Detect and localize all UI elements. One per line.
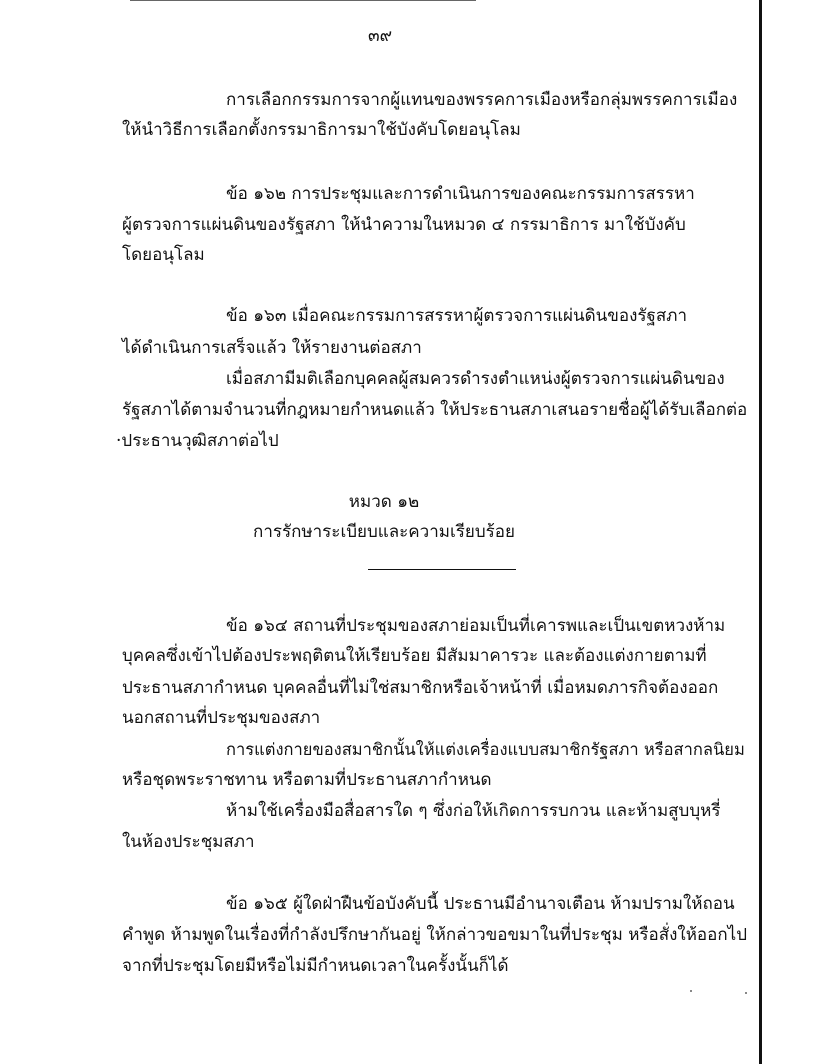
stray-mark: · — [116, 431, 122, 451]
page-number: ๓๙ — [367, 26, 393, 46]
section-163-line-5 — [116, 430, 279, 452]
chapter-divider — [368, 569, 516, 570]
section-163-line-4: รัฐสภาได้ตามจำนวนที่กฎหมายกำหนดแล้ว ให้ประธานสภาเสนอรายชื่อผู้ได้รับเลือกต่อ — [122, 400, 748, 420]
section-162-line-3: โดยอนุโลม — [122, 245, 205, 265]
section-165-line-2: คำพูด ห้ามพูดในเรื่องที่กำลังปรึกษากันอยู่ ให้กล่าวขอขมาในที่ประชุม หรือสั่งให้ออกไป — [122, 925, 747, 945]
scan-speck — [745, 992, 747, 994]
paragraph-1-line-1: การเลือกกรรมการจากผู้แทนของพรรคการเมืองหรือกลุ่มพรรคการเมือง — [226, 90, 738, 110]
section-165-line-3: จากที่ประชุมโดยมีหรือไม่มีกำหนดเวลาในครั้งนั้นก็ได้ — [122, 956, 509, 976]
section-164-line-1: ข้อ ๑๖๔ สถานที่ประชุมของสภาย่อมเป็นที่เคารพและเป็นเขตหวงห้าม — [226, 616, 726, 636]
section-164-line-6: หรือชุดพระราชทาน หรือตามที่ประธานสภากำหนด — [122, 770, 492, 790]
scan-speck — [690, 990, 692, 992]
section-164-line-4: นอกสถานที่ประชุมของสภา — [122, 708, 321, 728]
scan-top-rule — [130, 0, 476, 1]
section-163-line-5-text: ประธานวุฒิสภาต่อไป — [121, 431, 279, 451]
section-163-line-2: ได้ดำเนินการเสร็จแล้ว ให้รายงานต่อสภา — [122, 338, 422, 358]
section-164-line-5: การแต่งกายของสมาชิกนั้นให้แต่งเครื่องแบบสมาชิกรัฐสภา หรือสากลนิยม — [226, 740, 745, 759]
chapter-title: การรักษาระเบียบและความเรียบร้อย — [253, 522, 515, 542]
section-163-line-3: เมื่อสภามีมติเลือกบุคคลผู้สมควรดำรงตำแหน่งผู้ตรวจการแผ่นดินของ — [226, 369, 725, 389]
chapter-number: หมวด ๑๒ — [348, 492, 420, 512]
paragraph-1-line-2: ให้นำวิธีการเลือกตั้งกรรมาธิการมาใช้บังคับโดยอนุโลม — [122, 120, 521, 140]
section-165-line-1: ข้อ ๑๖๕ ผู้ใดฝ่าฝืนข้อบังคับนี้ ประธานมีอำนาจเตือน ห้ามปรามให้ถอน — [226, 894, 735, 914]
section-162-line-1: ข้อ ๑๖๒ การประชุมและการดำเนินการของคณะกรรมการสรรหา — [226, 184, 695, 204]
section-162-line-2: ผู้ตรวจการแผ่นดินของรัฐสภา ให้นำความในหมวด ๔ กรรมาธิการ มาใช้บังคับ — [122, 215, 686, 235]
section-163-line-1: ข้อ ๑๖๓ เมื่อคณะกรรมการสรรหาผู้ตรวจการแผ่นดินของรัฐสภา — [226, 306, 688, 326]
section-164-line-7: ห้ามใช้เครื่องมือสื่อสารใด ๆ ซึ่งก่อให้เกิดการรบกวน และห้ามสูบบุหรี่ — [226, 801, 721, 821]
scan-right-edge — [759, 0, 762, 1064]
section-164-line-2: บุคคลซึ่งเข้าไปต้องประพฤติตนให้เรียบร้อย มีสัมมาคารวะ และต้องแต่งกายตามที่ — [122, 646, 707, 666]
section-164-line-8: ในห้องประชุมสภา — [122, 832, 255, 852]
section-164-line-3: ประธานสภากำหนด บุคคลอื่นที่ไม่ใช่สมาชิกหรือเจ้าหน้าที่ เมื่อหมดภารกิจต้องออก — [122, 678, 719, 698]
